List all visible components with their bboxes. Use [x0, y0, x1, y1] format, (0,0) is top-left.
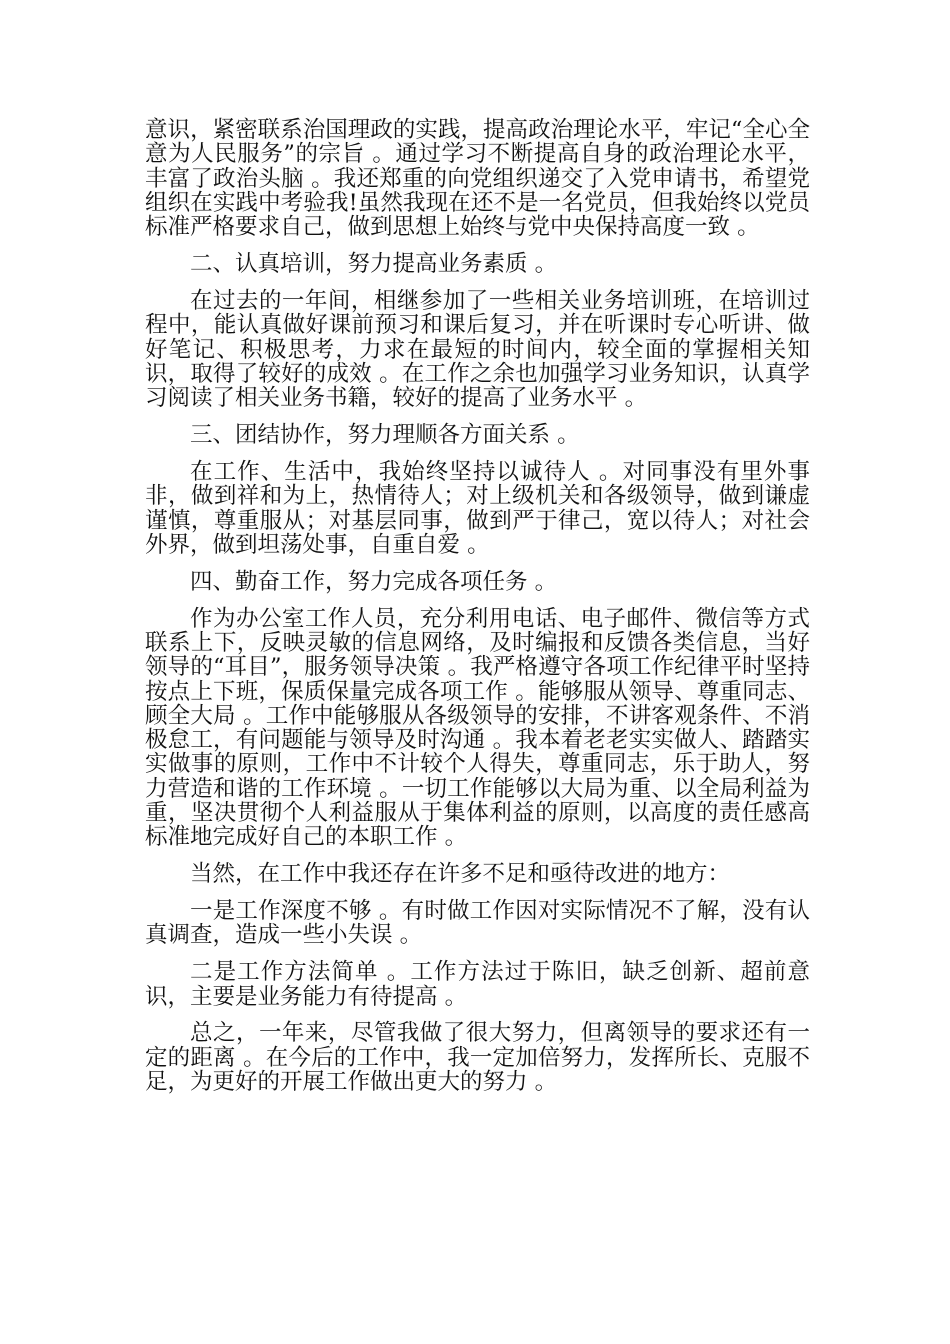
paragraph-diligence: 作为办公室工作人员，充分利用电话、电子邮件、微信等方式联系上下，反映灵敏的信息网络，及时编报和反馈各类信息，当好领导的“耳目”，服务领导决策 。我严格遵守各项工作纪律平时坚持按点上下班，保质保量完成各项工作 。能够服从领导、尊重同志、顾全大局 。工作中能够服从各级领导的安排，不讲客观条件、不消极怠工，有问题能与领导及时沟通 。我本着老老实实做人、踏踏实实做事的原则，工作中不计较个人得失，尊重同志，乐于助人，努力营造和谐的工作环境 。一切工作能够以大局为重、以全局利益为重，坚决贯彻个人利益服从于集体利益的原则，以高度的责任感高标准地完成好自己的本职工作 。	[145, 605, 810, 851]
section-heading-training: 二、认真培训，努力提高业务素质 。	[190, 251, 558, 278]
paragraph-cooperation: 在工作、生活中，我始终坚持以诚待人 。对同事没有里外事非，做到祥和为上，热情待人；对上级机关和各级领导，做到谦虚谨慎，尊重服从；对基层同事，做到严于律己，宽以待人；对社会外界，做到坦荡处事，自重自爱 。	[145, 458, 810, 558]
document-body	[145, 118, 810, 1107]
paragraph-shortcoming-one: 一是工作深度不够 。有时做工作因对实际情况不了解，没有认真调查，造成一些小失误 。	[145, 898, 810, 949]
paragraph-conclusion: 总之，一年来，尽管我做了很大努力，但离领导的要求还有一定的距离 。在今后的工作中，我一定加倍努力，发挥所长、克服不足，为更好的开展工作做出更大的努力 。	[145, 1020, 810, 1096]
section-heading-diligence: 四、勤奋工作，努力完成各项任务 。	[190, 568, 558, 595]
paragraph-shortcoming-two: 二是工作方法简单 。工作方法过于陈旧，缺乏创新、超前意识，主要是业务能力有待提高 。	[145, 959, 810, 1010]
paragraph-training: 在过去的一年间，相继参加了一些相关业务培训班，在培训过程中，能认真做好课前预习和课后复习，并在听课时专心听讲、做好笔记、积极思考，力求在最短的时间内，较全面的掌握相关知识，取得了较好的成效 。在工作之余也加强学习业务知识，认真学习阅读了相关业务书籍，较好的提高了业务水平 。	[145, 287, 810, 412]
paragraph-continued-intro: 意识，紧密联系治国理政的实践，提高政治理论水平，牢记“全心全意为人民服务”的宗旨 。通过学习不断提高自身的政治理论水平，丰富了政治头脑 。我还郑重的向党组织递交了入党申请书，希望党组织在实践中考验我!虽然我现在还不是一名党员，但我始终以党员标准严格要求自己，做到思想上始终与党中央保持高度一致 。	[145, 117, 810, 241]
section-heading-cooperation: 三、团结协作，努力理顺各方面关系 。	[190, 422, 580, 449]
paragraph-shortcomings-intro: 当然，在工作中我还存在许多不足和亟待改进的地方：	[190, 861, 731, 888]
